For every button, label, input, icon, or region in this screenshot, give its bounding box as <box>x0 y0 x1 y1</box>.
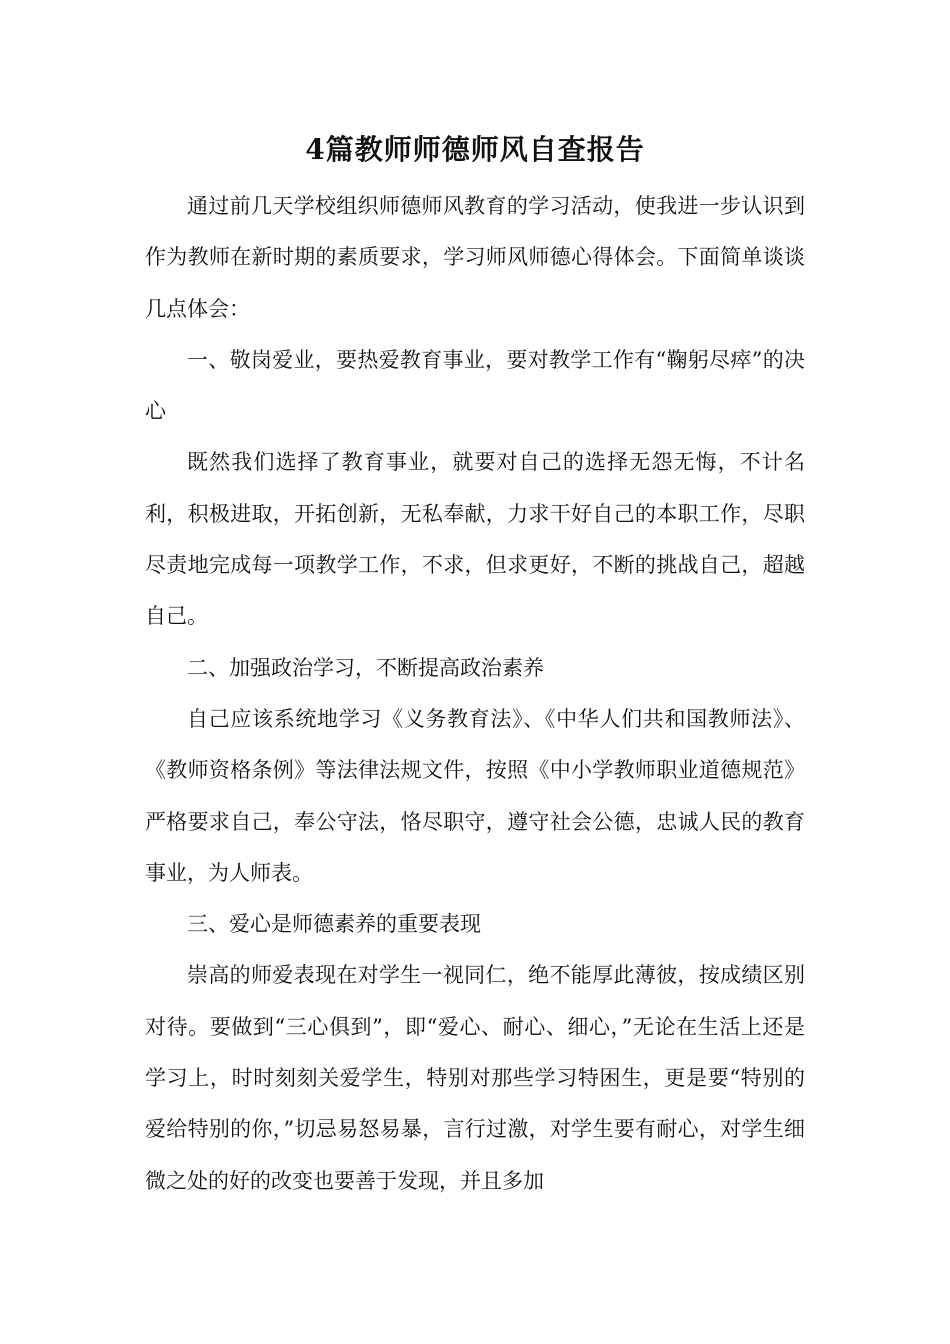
section-heading-2: 二、加强政治学习，不断提高政治素养 <box>187 655 544 680</box>
section-heading-1: 一、敬岗爱业，要热爱教育事业，要对教学工作有“鞠躬尽瘁”的决心 <box>145 347 805 424</box>
paragraph-section-2: 自己应该系统地学习《义务教育法》、《中华人们共和国教师法》、《教师资格条例》等法律法规文件，按照《中小学教师职业道德规范》严格要求自己，奉公守法，恪尽职守，遵守社会公德，忠诚人民的教育事业，为人师表。 <box>145 706 805 885</box>
document-body <box>145 181 805 1207</box>
document-title: 4篇教师师德师风自查报告 <box>305 133 645 166</box>
paragraph-section-3: 崇高的师爱表现在对学生一视同仁，绝不能厚此薄彼，按成绩区别对待。要做到“三心俱到”，即“爱心、耐心、细心，”无论在生活上还是学习上，时时刻刻关爱学生，特别对那些学习特困生，更是要“特别的爱给特别的你，”切忌易怒易暴，言行过激，对学生要有耐心，对学生细微之处的好的改变也要善于发现，并且多加 <box>145 963 805 1193</box>
paragraph-section-1: 既然我们选择了教育事业，就要对自己的选择无怨无悔，不计名利，积极进取，开拓创新，无私奉献，力求干好自己的本职工作，尽职尽责地完成每一项教学工作，不求，但求更好，不断的挑战自己，超越自己。 <box>145 450 805 629</box>
section-heading-3: 三、爱心是师德素养的重要表现 <box>187 912 481 937</box>
paragraph-intro: 通过前几天学校组织师德师风教育的学习活动，使我进一步认识到作为教师在新时期的素质要求，学习师风师德心得体会。下面简单谈谈几点体会： <box>145 194 805 321</box>
